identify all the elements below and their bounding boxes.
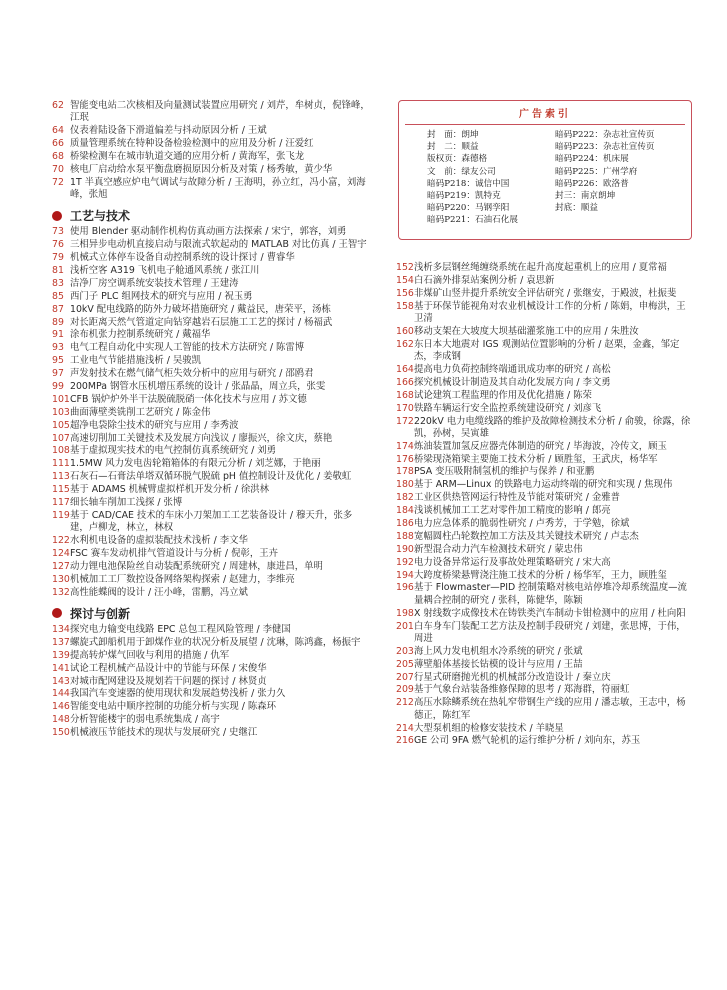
entry-page-number: 107 [52,432,70,444]
entry-page-number: 154 [396,274,414,286]
entry-page-number: 119 [52,509,70,521]
entry-page-number: 186 [396,518,414,530]
entry-title: 工业区供热管网运行特性及节能对策研究 / 金雅普 [414,492,620,504]
toc-entry [52,727,370,739]
entry-page-number: 182 [396,492,414,504]
toc-entry [52,100,370,125]
toc-entry [52,420,370,432]
entry-title: 声发射技术在燃气储气柜失效分析中的应用与研究 / 邵鸥君 [70,368,314,380]
entry-page-number: 194 [396,569,414,581]
entry-title: 基于气象台站装备维修保障的思考 / 郑海群，符丽虹 [414,684,630,696]
entry-title: 浅析空客 A319 飞机电子舱通风系统 / 张江川 [70,265,260,277]
toc-entry [396,608,692,620]
entry-title: 海上风力发电机组水冷系统的研究 / 张斌 [414,645,583,657]
toc-entry [396,326,692,338]
toc-entry [396,544,692,556]
entry-title: 桥梁现浇箱梁主要施工技术分析 / 顾胜玺，王武庆，杨华军 [414,453,658,465]
entry-page-number: 137 [52,636,70,648]
toc-entry [52,624,370,636]
entry-page-number: 70 [52,163,64,175]
entry-page-number: 62 [52,100,64,111]
entry-page-number: 87 [52,303,64,315]
entry-page-number: 160 [396,325,414,337]
toc-entry [52,164,370,176]
toc-entry [52,329,370,341]
entry-page-number: 68 [52,150,64,162]
ad-index-item: 暗码P219：凯特克 [427,191,501,202]
entry-page-number: 99 [52,381,64,393]
entry-page-number: 103 [52,406,70,418]
entry-list-top [52,100,370,201]
toc-entry [396,570,692,582]
entry-title: 智能变电站中顺序控制的功能分析与实现 / 陈森环 [70,701,276,713]
entry-title: X 射线数字成像技术在铸铁类汽车制动卡钳检测中的应用 / 杜向阳 [414,607,686,619]
toc-entry [52,138,370,150]
entry-page-number: 207 [396,671,414,683]
entry-list-discussion [52,624,370,739]
section-bullet-icon [52,211,62,221]
ad-index-item: 暗码P222：杂志社宣传页 [555,130,655,140]
entry-title: 白石滴外排泵站案例分析 / 袁思新 [414,274,555,286]
entry-title: 浅谈机械加工工艺对零件加工精度的影响 / 郎亮 [414,505,611,517]
entry-page-number: 205 [396,658,414,670]
entry-page-number: 162 [396,338,414,350]
toc-entry [396,339,692,364]
toc-entry [396,416,692,441]
entry-title: 白车身车门装配工艺方法及控制手段研究 / 刘建，张思博，于伟，周进 [414,620,686,644]
entry-page-number: 180 [396,479,414,491]
entry-page-number: 115 [52,484,70,496]
entry-page-number: 139 [52,649,70,661]
entry-title: 炼油装置加氢反应器壳体制造的研究 / 毕海波，冷传文，顾玉 [414,440,667,452]
toc-entry [396,364,692,376]
entry-title: 超净电袋除尘技术的研究与应用 / 李秀波 [70,419,239,431]
ad-index-item: 版权页：森德格 [427,154,488,165]
entry-title: GE 公司 9FA 燃气轮机的运行维护分析 / 刘向东，苏玉 [414,735,641,747]
entry-title: CFB 锅炉炉外半干法脱硫脱硝一体化技术与应用 / 苏文德 [70,393,307,405]
toc-entry [52,177,370,202]
toc-entry [396,454,692,466]
entry-page-number: 64 [52,125,64,137]
left-column [52,100,370,740]
entry-title: 基于 Flowmaster—PID 控制策略对核电站停堆冷却系统温度—流量耦合控制的研究 / 张科，陈健华，陈颖 [414,582,687,606]
toc-entry [396,582,692,607]
entry-title: 机械加工工厂数控设备网络架构探索 / 赵建力，李维亮 [70,573,295,585]
toc-entry [52,291,370,303]
toc-entry [52,497,370,509]
ad-index-item: 封 二：顺益 [427,142,479,153]
toc-entry [52,381,370,393]
entry-title: 细长轴车削加工浅探 / 张博 [70,497,183,509]
ad-index-right-list [555,129,677,227]
entry-page-number: 172 [396,415,414,427]
entry-page-number: 76 [52,239,64,251]
entry-title: 曲面薄壁类铣削工艺研究 / 陈金伟 [70,406,211,418]
entry-page-number: 168 [396,389,414,401]
toc-entry [52,535,370,547]
entry-title: 220kV 电力电缆线路的维护及故障检测技术分析 / 俞骏，徐露，徐凯，孙树，吴寅雄 [414,415,691,439]
toc-entry [52,355,370,367]
entry-page-number: 72 [52,176,64,188]
toc-entry [52,433,370,445]
toc-entry [52,239,370,251]
entry-page-number: 174 [396,440,414,452]
toc-entry [396,390,692,402]
entry-page-number: 164 [396,363,414,375]
entry-title: 基于虚拟现实技术的电气控制仿真系统研究 / 刘勇 [70,445,276,457]
ad-index-item: 暗码P220：马钢孪阳 [427,203,510,214]
ad-index-item: 暗码P221：石油石化展 [427,215,518,226]
ad-index-item: 文 前：绿友公司 [427,166,496,177]
toc-entry [52,304,370,316]
entry-page-number: 188 [396,530,414,542]
toc-entry [396,659,692,671]
entry-page-number: 93 [52,342,64,354]
entry-page-number: 170 [396,402,414,414]
entry-title: 1T 半真空感应炉电气调试与故障分析 / 王海明，孙立红，冯小富，刘海峰，张旭 [70,176,366,201]
ad-index-title: 广告索引 [519,109,571,120]
ad-index-item: 暗码P218：诚信中国 [427,178,510,189]
toc-entry [52,663,370,675]
entry-page-number: 212 [396,697,414,709]
entry-title: 提高电力负荷控制终端通讯成功率的研究 / 高松 [414,363,611,375]
entry-title: 智能变电站二次核相及向量测试装置应用研究 / 刘芹，牟树贞，倪锋峰，江珉 [70,100,370,124]
ad-index-item: 暗码P223：杂志社宣传页 [555,142,655,153]
toc-entry [52,714,370,726]
entry-title: 对长距离天然气管道定向钻穿越岩石层施工工艺的探讨 / 杨福武 [70,316,333,328]
entry-page-number: 105 [52,419,70,431]
toc-entry [52,317,370,329]
entry-page-number: 184 [396,505,414,517]
entry-list-right [396,262,692,748]
entry-title: 大型泵机组的检修安装技术 / 羊晓星 [414,722,564,734]
entry-title: 宽幅圆柱凸轮数控加工方法及其关键技术研究 / 卢志杰 [414,530,639,542]
toc-entry [52,458,370,470]
entry-page-number: 108 [52,445,70,457]
toc-entry [52,368,370,380]
toc-entry [52,561,370,573]
toc-entry [396,301,692,326]
toc-entry [396,479,692,491]
ad-index-left-list [427,129,549,227]
entry-page-number: 144 [52,688,70,700]
entry-page-number: 143 [52,675,70,687]
toc-entry [396,723,692,735]
entry-title: 浅析多层钢丝绳缠绕系统在起升高度起重机上的应用 / 夏常福 [414,262,667,273]
toc-entry [52,587,370,599]
toc-entry [52,676,370,688]
entry-page-number: 196 [396,582,414,594]
toc-entry [396,377,692,389]
entry-page-number: 148 [52,714,70,726]
entry-page-number: 111 [52,458,70,470]
entry-title: 基于环保节能视角对农业机械设计工作的分析 / 陈娟，申梅洪，王卫清 [414,300,686,324]
entry-page-number: 79 [52,252,64,264]
entry-page-number: 150 [52,727,70,739]
toc-entry [396,621,692,646]
entry-title: 涂布机张力控制系统研究 / 戴福华 [70,329,211,341]
toc-entry [52,650,370,662]
toc-entry [52,688,370,700]
entry-page-number: 132 [52,586,70,598]
entry-page-number: 97 [52,368,64,380]
section-title: 探讨与创新 [70,606,131,621]
entry-title: 工业电气节能措施浅析 / 吴骏凯 [70,355,201,367]
toc-entry [52,342,370,354]
toc-entry [52,637,370,649]
entry-list-process [52,226,370,599]
entry-page-number: 209 [396,684,414,696]
ad-index-item: 封 面：朗坤 [427,130,479,140]
toc-entry [52,278,370,290]
entry-page-number: 73 [52,226,64,238]
entry-title: 西门子 PLC 组网技术的研究与应用 / 祝玉勇 [70,290,253,302]
entry-page-number: 176 [396,453,414,465]
entry-page-number: 134 [52,623,70,635]
entry-title: 试论工程机械产品设计中的节能与环保 / 宋俊华 [70,662,267,674]
toc-entry [52,484,370,496]
entry-page-number: 89 [52,316,64,328]
toc-entry [396,684,692,696]
entry-page-number: 178 [396,466,414,478]
entry-page-number: 192 [396,556,414,568]
entry-title: 电力设备异常运行及事故处理策略研究 / 宋大高 [414,556,611,568]
entry-title: 行星式研磨抛光机的机械部分改造设计 / 秦立庆 [414,671,611,683]
entry-title: 200MPa 钢管水压机增压系统的设计 / 张晶晶，周立兵，张雯 [70,381,326,393]
toc-entry [396,492,692,504]
entry-page-number: 127 [52,560,70,572]
ad-index-item: 封底：顺益 [555,203,598,214]
entry-title: 高性能蝶阀的设计 / 汪小峰，雷鹏，冯立斌 [70,586,248,598]
entry-page-number: 198 [396,607,414,619]
toc-entry [396,672,692,684]
toc-entry [396,403,692,415]
ad-index-item: 暗码P226：欧洛普 [555,178,629,189]
ad-index-box [398,100,692,240]
toc-entry [52,574,370,586]
entry-page-number: 146 [52,701,70,713]
entry-title: 对城市配网建设及规划若干问题的探讨 / 林贤贞 [70,675,267,687]
entry-title: 移动支架在大坡度大坝基础灌浆施工中的应用 / 朱胜汝 [414,325,639,337]
entry-page-number: 203 [396,645,414,657]
entry-title: 使用 Blender 驱动制作机构仿真动画方法探索 / 宋宁，郭容，刘勇 [70,226,347,238]
entry-title: 核电厂启动给水泵平衡盘磨损原因分析及对策 / 杨秀敏，黄少华 [70,163,333,175]
entry-title: 石灰石—石膏法单塔双循环脱气脱硫 pH 值控制设计及优化 / 姜敬虹 [70,471,352,483]
ad-index-divider [405,124,685,125]
toc-entry [52,226,370,238]
toc-entry [52,445,370,457]
entry-title: 非煤矿山竖井提升系统安全评估研究 / 张继安，于殿波，杜振斐 [414,287,677,299]
entry-title: 高压水除鳞系统在热轧窄带钢生产线的应用 / 潘志敏，王志中，杨德正，陈红军 [414,697,686,721]
entry-page-number: 113 [52,471,70,483]
entry-title: 质量管理系统在特种设备检验检测中的应用及分析 / 汪爱红 [70,138,314,150]
entry-title: 新型混合动力汽车检测技术研究 / 蒙忠伟 [414,543,583,555]
toc-entry [396,288,692,300]
section-title: 工艺与技术 [70,209,131,224]
ad-index-item: 暗码P225：广州学府 [555,166,638,177]
toc-entry [396,531,692,543]
entry-page-number: 117 [52,497,70,509]
entry-title: 1.5MW 风力发电齿轮箱箱体的有限元分析 / 刘芝娜，于艳丽 [70,458,321,470]
entry-page-number: 216 [396,735,414,747]
section-header-discussion [52,605,370,622]
entry-title: 10kV 配电线路的防外力破坏措施研究 / 戴益民，唐荣平，汤栋 [70,303,331,315]
entry-title: 动力锂电池保险丝自动装配系统研究 / 周建林，康进昌，单明 [70,560,323,572]
entry-page-number: 124 [52,548,70,560]
entry-title: 水利机电设备的虚拟装配技术浅析 / 李文华 [70,535,248,547]
entry-page-number: 130 [52,573,70,585]
entry-title: 机械液压节能技术的现状与发展研究 / 史继江 [70,727,258,739]
toc-entry [396,557,692,569]
toc-entry [52,510,370,535]
toc-entry [52,471,370,483]
entry-page-number: 201 [396,620,414,632]
entry-page-number: 156 [396,287,414,299]
toc-entry [396,646,692,658]
toc-entry [396,441,692,453]
ad-index-item: 封三：南京朗坤 [555,191,616,202]
entry-title: 高速切削加工关键技术及发展方向浅议 / 廖振兴，徐文庆，蔡艳 [70,432,333,444]
toc-entry [52,125,370,137]
toc-entry [52,548,370,560]
entry-page-number: 122 [52,535,70,547]
entry-title: 铁路车辆运行安全监控系统建设研究 / 刘彦飞 [414,402,602,414]
toc-entry [52,265,370,277]
entry-title: 基于 ARM—Linux 的铁路电力运动终端的研究和实现 / 焦现伟 [414,479,673,491]
ad-index-grid [399,129,691,227]
entry-title: 电力应急体系的脆弱性研究 / 卢秀芳，于学勉，徐斌 [414,518,630,530]
entry-page-number: 81 [52,265,64,277]
entry-title: 东日本大地震对 IGS 观测站位置影响的分析 / 赵栗，金鑫，邹定杰，李成钢 [414,338,680,363]
entry-title: PSA 变压吸附制氢机的维护与保养 / 和亚鹏 [414,466,595,478]
entry-page-number: 152 [396,262,414,273]
toc-entry [396,275,692,287]
entry-page-number: 95 [52,355,64,367]
entry-page-number: 166 [396,376,414,388]
toc-entry [52,701,370,713]
entry-page-number: 141 [52,662,70,674]
toc-entry [52,151,370,163]
entry-page-number: 214 [396,722,414,734]
entry-title: 提高转炉煤气回收与利用的措施 / 仇军 [70,649,230,661]
entry-title: 分析智能楼宇的弱电系统集成 / 高宇 [70,714,220,726]
entry-page-number: 83 [52,277,64,289]
section-bullet-icon [52,608,62,618]
entry-title: 机械式立体停车设备自动控制系统的设计探讨 / 曹睿华 [70,252,295,264]
toc-entry [396,505,692,517]
right-column [396,262,692,748]
entry-title: 螺旋式卸船机用于卸煤作业的状况分析及展望 / 沈琳，陈鸿鑫，杨振宇 [70,636,361,648]
section-header-process [52,207,370,224]
toc-entry [396,262,692,274]
toc-entry [52,252,370,264]
entry-title: 电气工程自动化中实现人工智能的技术方法研究 / 陈雷博 [70,342,305,354]
entry-title: 三相异步电动机直接启动与限流式软起动的 MATLAB 对比仿真 / 王智宇 [70,239,367,251]
entry-title: 基于 ADAMS 机械臂虚拟样机开发分析 / 徐洪林 [70,484,270,496]
entry-page-number: 91 [52,329,64,341]
entry-title: 基于 CAD/CAE 技术的车床小刀架加工工艺装备设计 / 穆天升，张多建，卢柳龙，林立，林权 [70,509,353,534]
entry-title: 探究电力输变电线路 EPC 总包工程风险管理 / 李健国 [70,623,291,635]
ad-index-item: 暗码P224：机床展 [555,154,629,165]
toc-entry [396,697,692,722]
entry-title: 试论建筑工程监理的作用及优化措施 / 陈荣 [414,389,592,401]
toc-entry [396,518,692,530]
entry-page-number: 190 [396,543,414,555]
entry-page-number: 158 [396,300,414,312]
entry-title: 薄壁船体基接长钻模的设计与应用 / 王喆 [414,658,583,670]
entry-title: 探究机械设计制造及其自动化发展方向 / 李文勇 [414,376,611,388]
entry-page-number: 66 [52,138,64,150]
entry-title: 洁净厂房空调系统安装技术管理 / 王建涛 [70,277,239,289]
entry-title: 桥梁检测车在城市轨道交通的应用分析 / 黄海军，张飞龙 [70,150,305,162]
entry-page-number: 85 [52,290,64,302]
entry-page-number: 101 [52,393,70,405]
entry-title: 大跨度桥梁悬臂浇注施工技术的分析 / 杨华军，王力，顾胜玺 [414,569,667,581]
entry-title: 仪表着陆设备下滑道偏差与抖动原因分析 / 王斌 [70,125,267,137]
entry-title: FSC 赛车发动机排气管道设计与分析 / 倪彰，王卉 [70,548,278,560]
toc-entry [52,407,370,419]
entry-title: 我国汽车变速器的使用现状和发展趋势浅析 / 张力久 [70,688,286,700]
toc-entry [396,735,692,747]
toc-entry [52,394,370,406]
toc-entry [396,466,692,478]
